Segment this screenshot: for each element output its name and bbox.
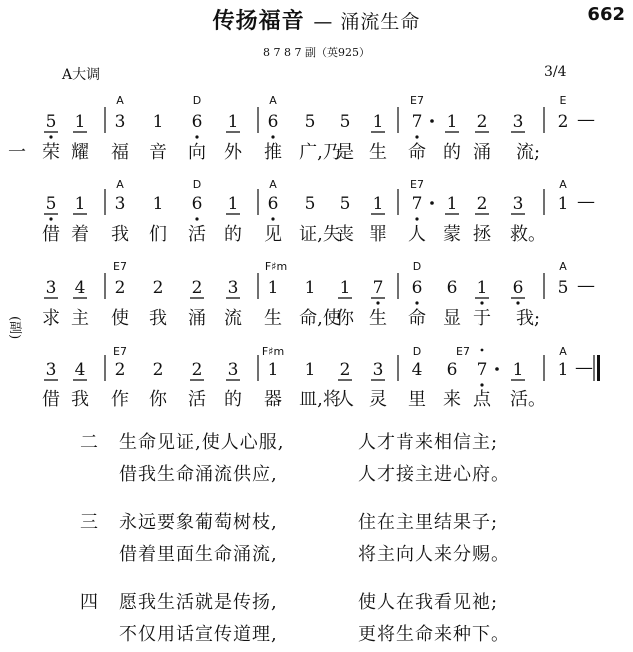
lyric-syllable: 罪 [369,224,387,245]
note-number: 7 [372,278,384,298]
note-number: 4 [411,360,423,380]
note-number: 1 [267,360,279,380]
chord-symbol: E7 [113,260,127,273]
lyric-syllable: 音 [149,142,167,163]
verse-text: 借着里面生命涌流, [119,544,278,565]
verse-number: 四 [80,592,99,613]
note-number: 2 [152,278,164,298]
lyric-syllable: 活 [188,224,206,245]
lyric-syllable: 命,使 [299,308,341,329]
note-number: 1 [152,112,164,132]
note-number: 1 [227,194,239,214]
octave-dot [376,301,379,304]
note-number: 3 [512,194,524,214]
chord-symbol: A [559,345,567,358]
note-number: 1 [74,194,86,214]
note-number: 1 [339,278,351,298]
lyric-syllable: 拯 [473,224,491,245]
octave-dot [415,301,418,304]
verse-number: 二 [80,432,99,453]
chord-symbol: E [559,94,567,107]
lyric-syllable: 作 [111,389,129,410]
verse-text: 人才肯来相信主; [358,432,499,453]
note-number: 5 [304,112,316,132]
final-bar-thick [597,355,600,381]
verse-text: 不仅用话宣传道理, [119,624,278,645]
note-number: 1 [304,278,316,298]
lyric-syllable: 耀 [71,142,89,163]
note-number: 3 [114,112,126,132]
note-number: 1 [557,194,569,214]
lyric-syllable: 是 [336,142,354,163]
hold-dash: — [577,275,595,296]
lyric-syllable: 救。 [510,224,546,245]
lyric-syllable: 的 [224,389,242,410]
chord-symbol: A [116,178,124,191]
note-number: 2 [114,360,126,380]
lyric-syllable: 我 [71,389,89,410]
octave-dot [49,217,52,220]
fermata-dot [481,349,484,352]
lyric-syllable: 人 [408,224,426,245]
note-number: 6 [411,278,423,298]
lyric-syllable: 我; [515,308,541,329]
lyric-syllable: 生 [369,142,387,163]
lyric-syllable: 的 [443,142,461,163]
note-number: 7 [411,194,423,214]
lyric-syllable: 你 [336,308,354,329]
note-number: 6 [267,112,279,132]
octave-dot [49,135,52,138]
note-number: 2 [476,112,488,132]
note-number: 2 [152,360,164,380]
verse-text: 更将生命来种下。 [358,624,510,645]
verse-text: 借我生命涌流供应, [119,464,278,485]
verse-text: 将主向人来分赐。 [358,544,510,565]
hold-dash: — [577,191,595,212]
lyric-syllable: 证,失 [299,224,341,245]
note-number: 6 [191,112,203,132]
chord-symbol: F♯m [261,345,285,358]
note-number: 3 [227,360,239,380]
lyric-syllable: 人 [336,389,354,410]
lyric-syllable: 推 [264,142,282,163]
verse-text: 使人在我看见祂; [358,592,499,613]
lyric-syllable: 丧 [336,224,354,245]
octave-dot [480,301,483,304]
lyric-syllable: 见 [264,224,282,245]
note-number: 5 [339,194,351,214]
note-number: 3 [114,194,126,214]
note-number: 1 [372,194,384,214]
chord-symbol: A [269,178,277,191]
note-number: 1 [227,112,239,132]
lyric-syllable: 命 [408,308,426,329]
verse-text: 住在主里结果子; [358,512,499,533]
verse-text: 愿我生活就是传扬, [119,592,278,613]
chord-symbol: A [269,94,277,107]
hymn-number: 662 [587,4,625,25]
chord-symbol: D [412,345,422,358]
note-number: 3 [45,278,57,298]
time-signature: 3/4 [544,64,567,80]
chord-symbol: D [192,94,202,107]
lyric-syllable: 主 [71,308,89,329]
chord-symbol: E7 [456,345,470,358]
note-number: 5 [45,112,57,132]
note-number: 2 [339,360,351,380]
octave-dot [271,135,274,138]
octave-dot [195,135,198,138]
chorus-label: (副) [7,316,22,340]
lyric-syllable: 里 [408,389,426,410]
chord-symbol: D [192,178,202,191]
note-number: 1 [512,360,524,380]
lyric-syllable: 你 [149,389,167,410]
note-number: 1 [557,360,569,380]
lyric-syllable: 外 [224,142,242,163]
hold-dash: — [577,109,595,130]
lyric-syllable: 器 [264,389,282,410]
note-number: 6 [446,278,458,298]
octave-dot [195,217,198,220]
chord-symbol: F♯m [264,260,288,273]
chord-symbol: A [116,94,124,107]
verse-text: 生命见证,使人心服, [119,432,285,453]
lyric-syllable: 活 [188,389,206,410]
note-number: 7 [411,112,423,132]
verse-text: 永远要象葡萄树枝, [119,512,278,533]
note-number: 3 [372,360,384,380]
lyric-syllable: 涌 [188,308,206,329]
dotted-note-dot [430,119,434,123]
lyric-syllable: 们 [149,224,167,245]
dotted-note-dot [495,367,499,371]
verse-number: 三 [80,512,99,533]
lyric-syllable: 使 [111,308,129,329]
title-sub: — 涌流生命 [313,11,421,33]
verse-text: 人才接主进心府。 [358,464,510,485]
octave-dot [415,217,418,220]
note-number: 5 [557,278,569,298]
verse-label: 一 [8,142,26,163]
note-number: 1 [372,112,384,132]
chord-symbol: E7 [113,345,127,358]
note-number: 1 [476,278,488,298]
lyric-syllable: 荣 [42,142,60,163]
lyric-syllable: 点 [473,389,491,410]
note-number: 1 [446,194,458,214]
note-number: 6 [512,278,524,298]
note-number: 6 [191,194,203,214]
lyric-syllable: 涌 [473,142,491,163]
chord-symbol: E7 [410,178,424,191]
note-number: 4 [74,360,86,380]
note-number: 3 [512,112,524,132]
note-number: 2 [557,112,569,132]
lyric-syllable: 于 [473,308,491,329]
note-number: 4 [74,278,86,298]
lyric-syllable: 向 [188,142,206,163]
lyric-syllable: 我 [149,308,167,329]
note-number: 1 [74,112,86,132]
note-number: 2 [476,194,488,214]
chord-symbol: A [559,260,567,273]
lyric-syllable: 生 [369,308,387,329]
octave-dot [480,383,483,386]
lyric-syllable: 流 [224,308,242,329]
key-signature: A大调 [62,67,101,83]
lyric-syllable: 借 [42,224,60,245]
note-number: 2 [114,278,126,298]
note-number: 3 [227,278,239,298]
lyric-syllable: 显 [443,308,461,329]
chord-symbol: D [412,260,422,273]
lyric-syllable: 的 [224,224,242,245]
lyric-syllable: 我 [111,224,129,245]
title-main: 传扬福音 [212,9,305,34]
note-number: 6 [446,360,458,380]
chord-symbol: A [559,178,567,191]
dotted-note-dot [430,201,434,205]
note-number: 1 [446,112,458,132]
lyric-syllable: 来 [443,389,461,410]
note-number: 2 [191,360,203,380]
lyric-syllable: 流; [515,142,541,163]
lyric-syllable: 命 [408,142,426,163]
note-number: 5 [304,194,316,214]
lyric-syllable: 活。 [510,389,546,410]
octave-dot [271,217,274,220]
note-number: 7 [476,360,488,380]
lyric-syllable: 借 [42,389,60,410]
meter-line: 8 7 8 7 副（英925） [263,46,370,59]
octave-dot [516,301,519,304]
lyric-syllable: 皿,将 [299,389,341,410]
chord-symbol: E7 [410,94,424,107]
note-number: 2 [191,278,203,298]
note-number: 5 [339,112,351,132]
note-number: 3 [45,360,57,380]
note-number: 5 [45,194,57,214]
lyric-syllable: 广,乃 [299,142,341,163]
lyric-syllable: 灵 [369,389,387,410]
octave-dot [415,135,418,138]
lyric-syllable: 福 [111,142,129,163]
lyric-syllable: 蒙 [443,224,461,245]
note-number: 1 [152,194,164,214]
lyric-syllable: 着 [71,224,89,245]
note-number: 1 [304,360,316,380]
lyric-syllable: 求 [42,308,60,329]
note-number: 1 [267,278,279,298]
lyric-syllable: 生 [264,308,282,329]
note-number: 6 [267,194,279,214]
hold-dash: — [575,357,593,378]
